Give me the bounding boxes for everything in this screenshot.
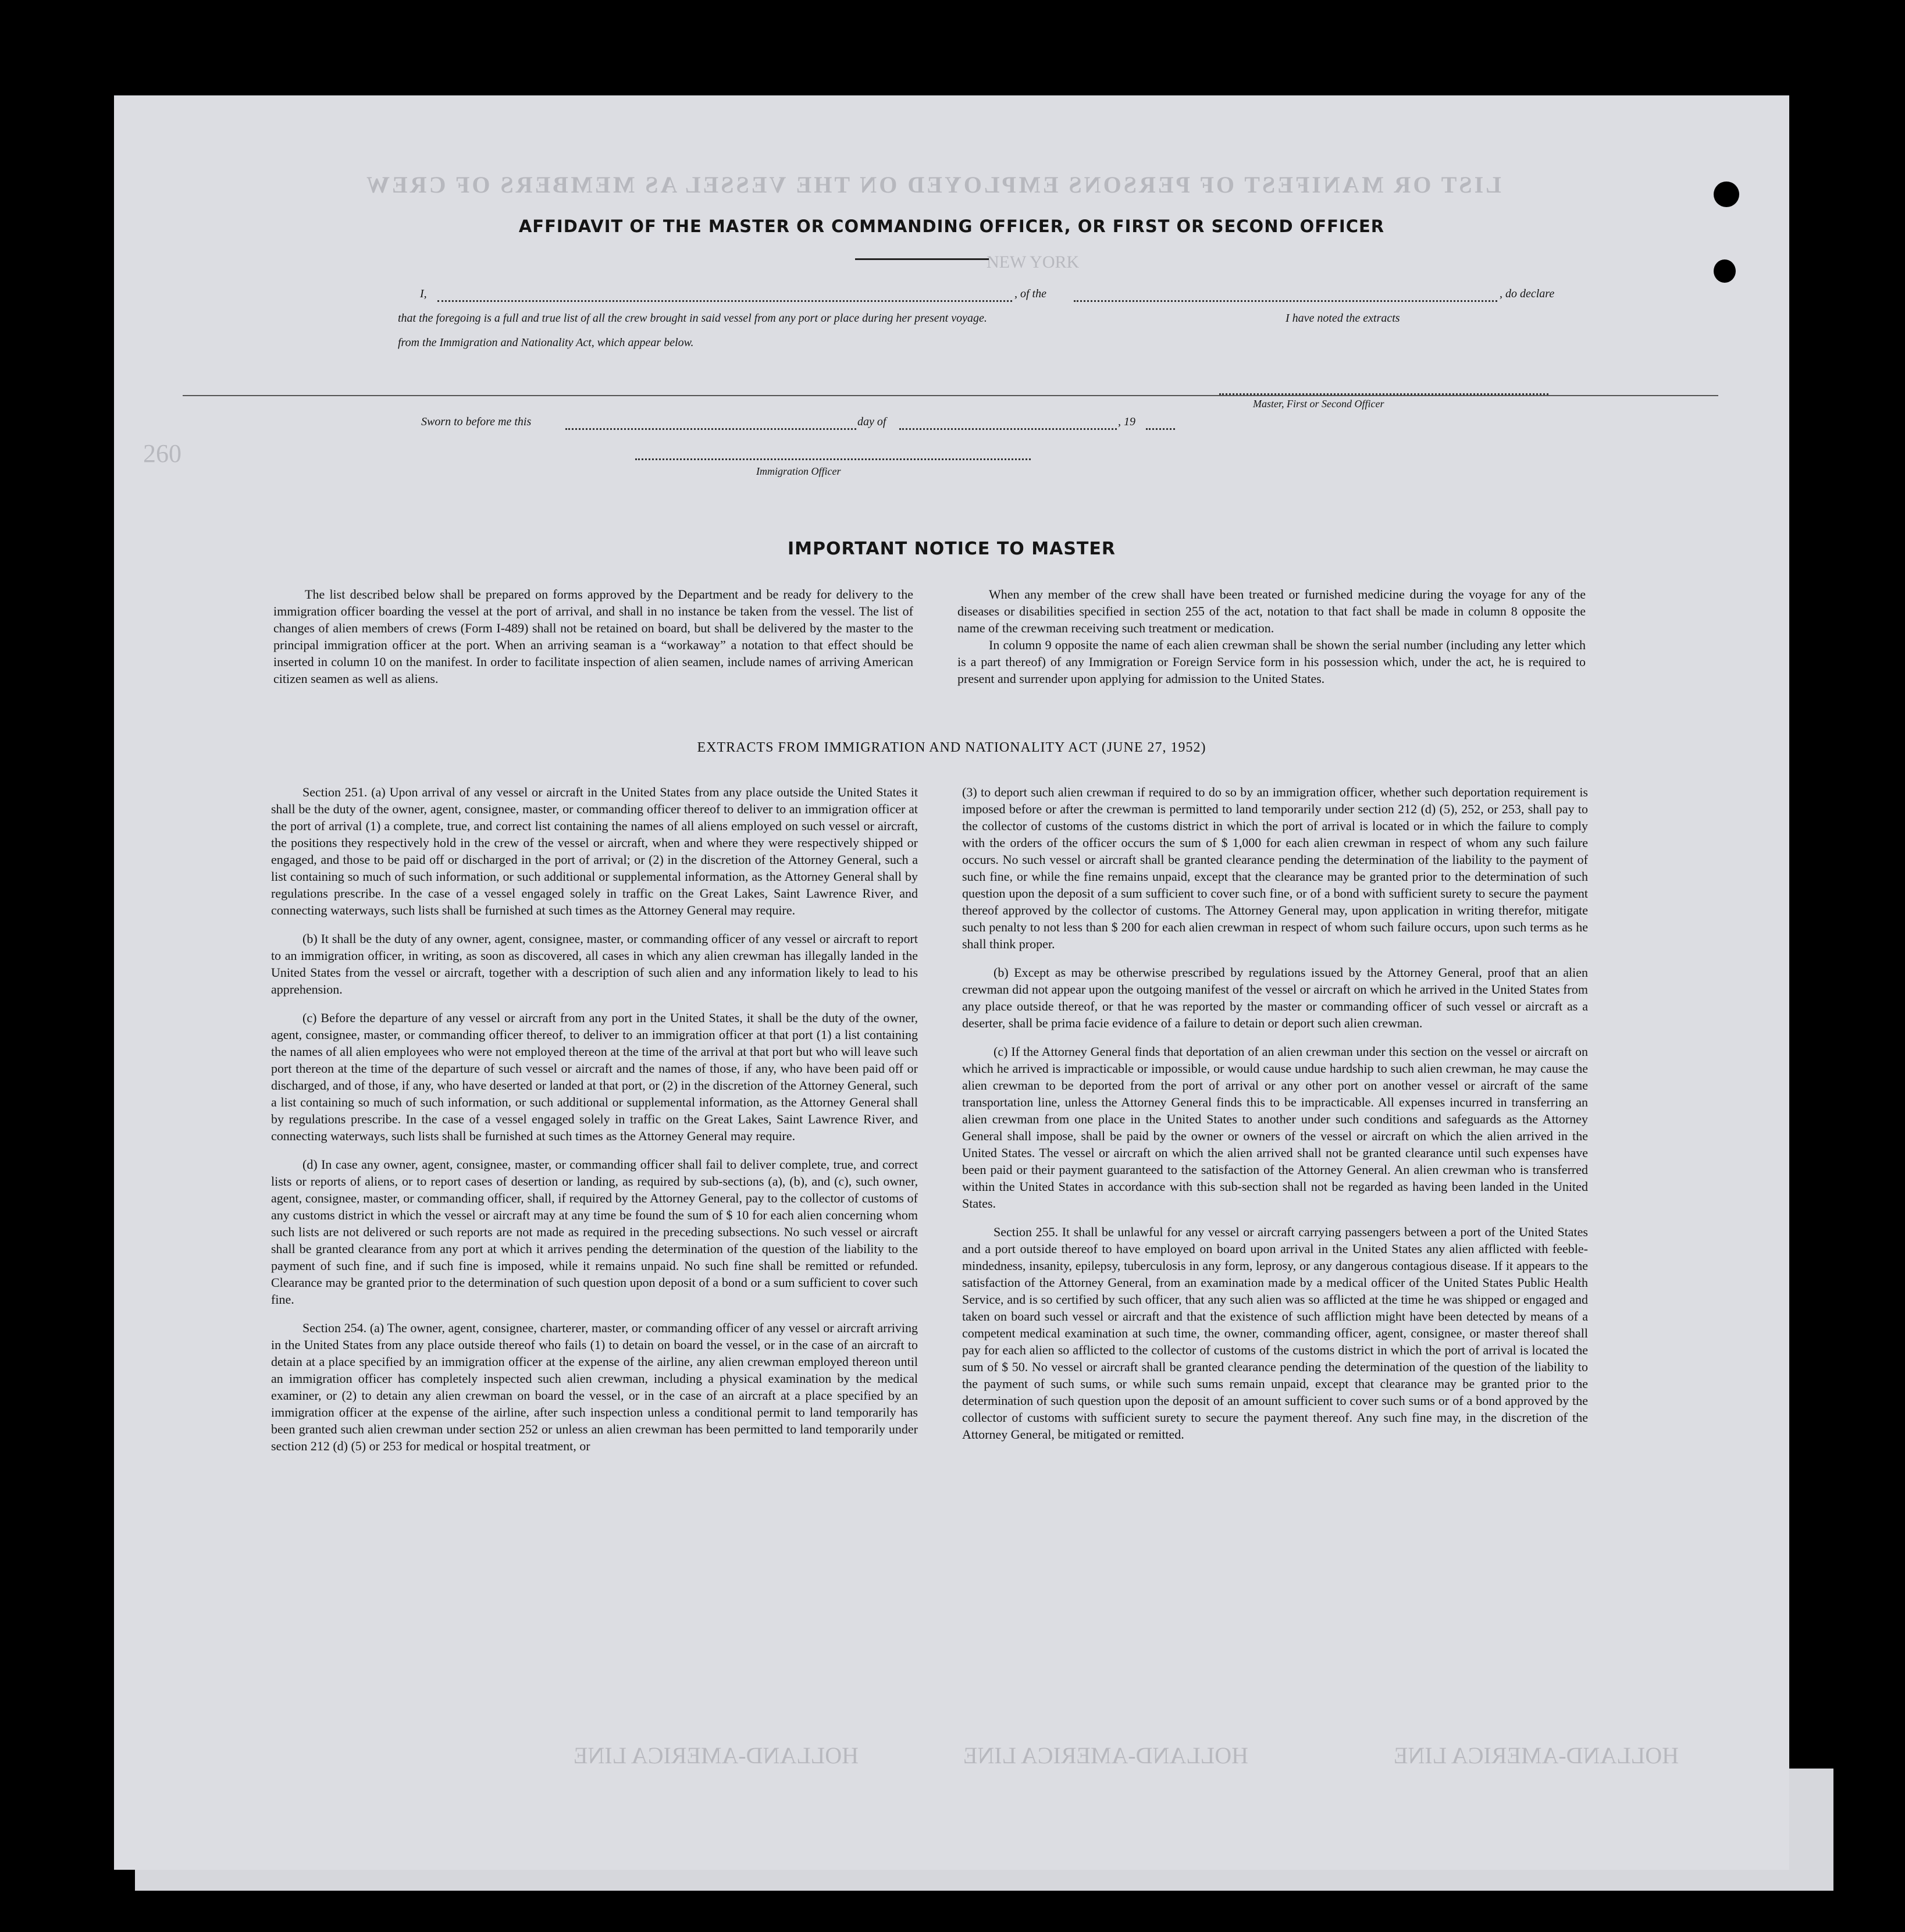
notice-left-paragraph [273,586,913,687]
immigration-officer-signature-field[interactable] [635,458,1031,460]
notice-right-text-1: When any member of the crew shall have been treated or furnished medicine during the voyage for any of the diseases or disabilities specified in section 255 of the act, notation to that fact shall be made in column 8 opposite the name of the crewman receiving such treatment or medication. [957,587,1586,635]
bleed-through-footer-1: HOLLAND-AMERICA LINE [574,1742,859,1769]
sworn-day-field[interactable] [565,428,856,430]
vessel-name-field[interactable] [1074,300,1497,302]
punch-hole-middle [1714,259,1736,283]
year-label: , 19 [1118,415,1135,428]
declaration-line: that the foregoing is a full and true list of all the crew brought in said vessel from any port or place during her present voyage. [398,312,987,325]
extract-section-254c: (c) If the Attorney General finds that deportation of an alien crewman under this section on the vessel or aircraft on which he arrived is impracticable or impossible, or would cause undue hardship to such alien crewman, he may cause the alien crewman to be deported from the port of arrival or any other port on another vessel or aircraft of the same transportation line, unless the Attorney General finds this to be impracticable. All expenses incurred in transferring an alien crewman from one place in the United States to another under such conditions and safeguards as the Attorney General shall impose, shall be paid by the owner or owners of the vessel or aircraft on which the alien arrived in the United States. The vessel or aircraft on which the alien arrived shall not be granted clearance until such expenses have been paid or their payment guaranteed to the satisfaction of the Attorney General. An alien crewman who is transferred within the United States in accordance with this sub-section shall not be regarded as having been landed in the United States. [962,1044,1588,1211]
extract-section-255: Section 255. It shall be unlawful for any vessel or aircraft carrying passengers between a port of the United States and a port outside thereof to have employed on board upon arrival in the United States any alien afflicted with feeble-mindedness, insanity, epilepsy, tuberculosis in any form, leprosy, or any dangerous contagious disease. If it appears to the satisfaction of the Attorney General, from an examination made by a medical officer of the United States Public Health Service, and is so certified by such officer, that any such alien was so afflicted at the time he was shipped or engaged and taken on board such vessel or aircraft and that the existence of such affliction might have been detected by means of a competent medical examination at such time, the owner, commanding officer, agent, consignee, or master thereof shall pay for each alien so afflicted to the collector of customs of the customs district in which the port of arrival is located the sum of $ 50. No vessel or aircraft shall be granted clearance pending the determination of the question of the liability to the payment of such sums, or while such sums remain unpaid, except that clearance may be granted prior to the determination of such question upon the deposit of an amount sufficient to cover such sums or of a bond approved by the collector of customs with sufficient surety to secure the payment thereof. Any such fine may, in the discretion of the Attorney General, be mitigated or remitted. [962,1225,1588,1442]
extract-section-254a-cont: (3) to deport such alien crewman if required to do so by an immigration officer, whether such deportation requirement is imposed before or after the crewman is permitted to land temporarily under section 212 (d) (5), 252, or 253, shall pay to the collector of customs of the customs district in which the port of arrival is located or in which the failure to comply with the orders of the officer occurs the sum of $ 1,000 for each alien crewman in respect of whom any such failure occurs. No such vessel or aircraft shall be granted clearance pending the determination of the liability to the payment of such fine, or while the fine remains unpaid, except that the clearance may be granted prior to the determination of such question upon the deposit of a sum sufficient to cover such fine, or of a bond with sufficient surety to secure the payment thereof approved by the collector of customs. The Attorney General may, upon application in writing therefor, mitigate such penalty to not less than $ 200 for each alien crewman in respect of whom such failure occurs, upon such terms as he shall think proper. [962,785,1588,951]
declaration-line-3: from the Immigration and Nationality Act, which appear below. [398,336,694,349]
extracts-heading: EXTRACTS FROM IMMIGRATION AND NATIONALITY ACT (JUNE 27, 1952) [697,740,1206,755]
extract-section-254b: (b) Except as may be otherwise prescribed by regulations issued by the Attorney General, proof that an alien crewman did not appear upon the outgoing manifest of the vessel or aircraft on which he arrived in the United States from any place outside thereof, or that he was reported by the master or commanding officer of such vessel or aircraft as a deserter, shall be prima facie evidence of a failure to detain or deport such alien crewman. [962,965,1588,1030]
declaration-line-right: I have noted the extracts [1286,312,1400,325]
immigration-officer-label: Immigration Officer [756,465,841,477]
document-page [114,95,1789,1870]
title-underline [855,258,989,260]
bleed-through-footer-3: HOLLAND-AMERICA LINE [1394,1742,1679,1769]
extract-section-254a: Section 254. (a) The owner, agent, consignee, charterer, master, or commanding officer of any vessel or aircraft arriving in the United States from any place outside thereof who fails (1) to detain on board the vessel, or in the case of an aircraft to detain at a place specified by an immigration officer at the expense of the airline, any alien crewman employed thereon until an immigration officer has completely inspected such alien crewman, including a physical examination by the medical examiner, or (2) to detain any alien crewman on board the vessel, or in the case of an aircraft at a place specified by an immigration officer at the expense of the airline, after such inspection unless a conditional permit to land temporarily has been granted such alien crewman under section 252 or unless an alien crewman has been permitted to land temporarily under section 212 (d) (5) or 253 for medical or hospital treatment, or [271,1321,918,1453]
extract-section-251b: (b) It shall be the duty of any owner, agent, consignee, master, or commanding officer of any vessel or aircraft to report to an immigration officer, in writing, as soon as discovered, all cases in which any alien crewman has illegally landed in the United States from the vessel or aircraft, together with a description of such alien and any information likely to lead to his apprehension. [271,931,918,997]
sworn-year-field[interactable] [1146,428,1175,430]
bleed-through-footer-2: HOLLAND-AMERICA LINE [963,1742,1248,1769]
section-divider [183,395,1718,396]
affiant-name-field[interactable] [437,300,1012,302]
extract-section-251d: (d) In case any owner, agent, consignee, master, or commanding officer shall fail to deliver complete, true, and correct lists or reports of aliens, or to report cases of desertion or landing, as required by sub-sections (a), (b), and (c), such owner, agent, consignee, master, or commanding officer, shall, if required by the Attorney General, pay to the collector of customs of any customs district in which the vessel or aircraft may at any time be found the sum of $ 10 for each alien concerning whom such lists are not delivered or such reports are not made as required in the preceding subsections. No such vessel or aircraft shall be granted clearance from any port at which it arrives pending the determination of the question of the liability to the payment of such fine, and if such fine is imposed, while it remains unpaid. No such fine shall be remitted or refunded. Clearance may be granted prior to the determination of such question upon deposit of a bond or a sum sufficient to cover such fine. [271,1157,918,1307]
extract-section-251a: Section 251. (a) Upon arrival of any vessel or aircraft in the United States from any place outside the United States it shall be the duty of the owner, agent, consignee, master, or commanding officer thereof to deliver to an immigration officer at the port of arrival (1) a complete, true, and correct list containing the names of all aliens employed on such vessel or aircraft, the positions they respectively hold in the crew of the vessel or aircraft, when and where they were respectively shipped or engaged, and those to be paid off or discharged in the port of arrival; or (2) in the discretion of the Attorney General, such a list containing so much of such information, or such additional or supplemental information, as the Attorney General shall by regulations prescribe. In the case of a vessel engaged solely in traffic on the Great Lakes, Saint Lawrence River, and connecting waterways, such lists shall be furnished at such times as the Attorney General may require. [271,785,918,917]
bleed-through-title: LIST OR MANIFEST OF PERSONS EMPLOYED ON THE VESSEL AS MEMBERS OF CREW [364,172,1501,198]
extracts-right-column [962,784,1588,1454]
extract-section-251c: (c) Before the departure of any vessel or aircraft from any port in the United States, it shall be the duty of the owner, agent, consignee, master, or commanding officer thereof, to deliver to an immigration officer at that port (1) a list containing the names of all alien employees who were not employed thereon at the time of the arrival at that port but who will leave such port thereon at the time of the departure of such vessel or aircraft and the names of those, if any, who have been paid off or discharged, and of those, if any, who have deserted or landed at that port, or (2) in the discretion of the Attorney General, such a list containing so much of such information, or such additional or supplemental information, as the Attorney General shall by regulations prescribe. In the case of a vessel engaged solely in traffic on the Great Lakes, Saint Lawrence River, and connecting waterways, such lists shall be furnished at such times as the Attorney General may require. [271,1011,918,1143]
notice-left-text: The list described below shall be prepared on forms approved by the Department and be ready for delivery to the immigration officer boarding the vessel at the port of arrival, and shall in no instance be taken from the vessel. The list of changes of alien members of crews (Form I-489) shall not be retained on board, but shall be delivered by the master to the principal immigration officer at the port. When an arriving seaman is a “workaway” a notation to that effect should be inserted in column 10 on the manifest. In order to facilitate inspection of alien seamen, include names of arriving American citizen seamen as well as aliens. [273,587,913,686]
bleed-through-number: 260 [143,439,181,468]
punch-hole-top [1714,182,1739,207]
notice-title: IMPORTANT NOTICE TO MASTER [788,539,1116,559]
sworn-month-field[interactable] [899,428,1117,430]
notice-right-text-2: In column 9 opposite the name of each alien crewman shall be shown the serial number (including any letter which is a part thereof) of any Immigration or Foreign Service form in his possession which, under the act, he is required to present and surrender upon applying for admission to the United States. [957,638,1586,686]
do-declare-label: , do declare [1500,287,1555,300]
sworn-label: Sworn to before me this [421,415,532,428]
extracts-left-column [271,784,918,1466]
master-signature-label: Master, First or Second Officer [1253,398,1384,410]
bleed-through-port: NEW YORK [987,252,1080,272]
of-the-label: , of the [1014,287,1046,300]
affidavit-title: AFFIDAVIT OF THE MASTER OR COMMANDING OFFICER, OR FIRST OR SECOND OFFICER [518,216,1385,236]
notice-right-paragraph [957,586,1586,687]
day-of-label: day of [857,415,886,428]
affiant-label: I, [420,287,427,300]
